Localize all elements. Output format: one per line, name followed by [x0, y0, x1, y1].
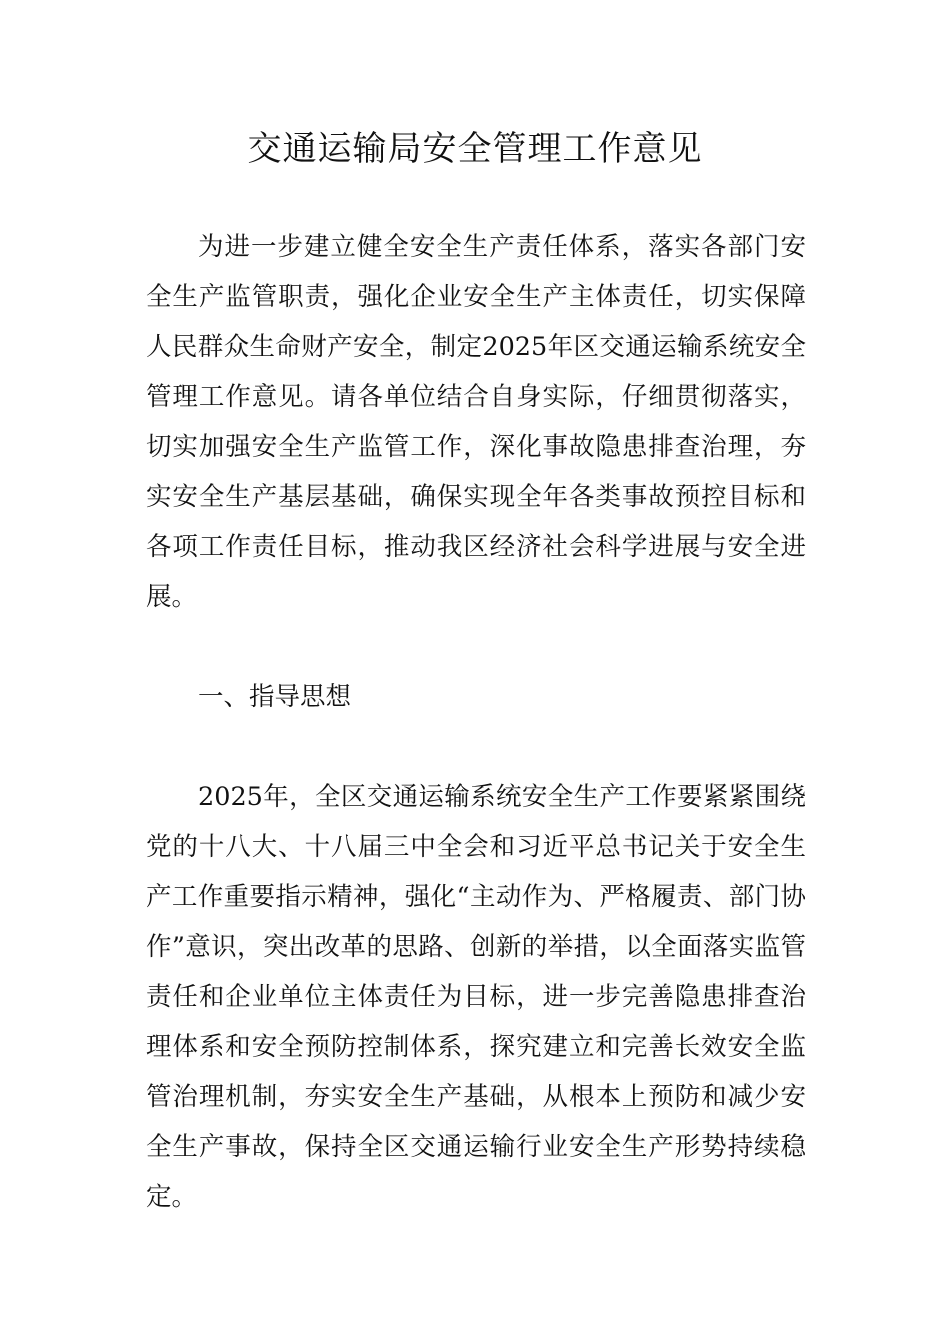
document-title: 交通运输局安全管理工作意见	[247, 129, 703, 169]
section-paragraph-guiding-ideology: 2025年，全区交通运输系统安全生产工作要紧紧围绕党的十八大、十八届三中全会和习近平总书记关于安全生产工作重要指示精神，强化“主动作为、严格履责、部门协作”意识，突出改革的思路、创新的举措，以全面落实监管责任和企业单位主体责任为目标，进一步完善隐患排查治理体系和安全预防控制体系，探究建立和完善长效安全监管治理机制，夯实安全生产基础，从根本上预防和减少安全生产事故，保持全区交通运输行业安全生产形势持续稳定。	[146, 782, 806, 1212]
section-heading-guiding-ideology: 一、指导思想	[198, 682, 352, 712]
intro-paragraph: 为进一步建立健全安全生产责任体系，落实各部门安全生产监管职责，强化企业安全生产主体责任，切实保障人民群众生命财产安全，制定2025年区交通运输系统安全管理工作意见。请各单位结合自身实际，仔细贯彻落实，切实加强安全生产监管工作，深化事故隐患排查治理，夯实安全生产基层基础，确保实现全年各类事故预控目标和各项工作责任目标，推动我区经济社会科学进展与安全进展。	[146, 232, 806, 612]
